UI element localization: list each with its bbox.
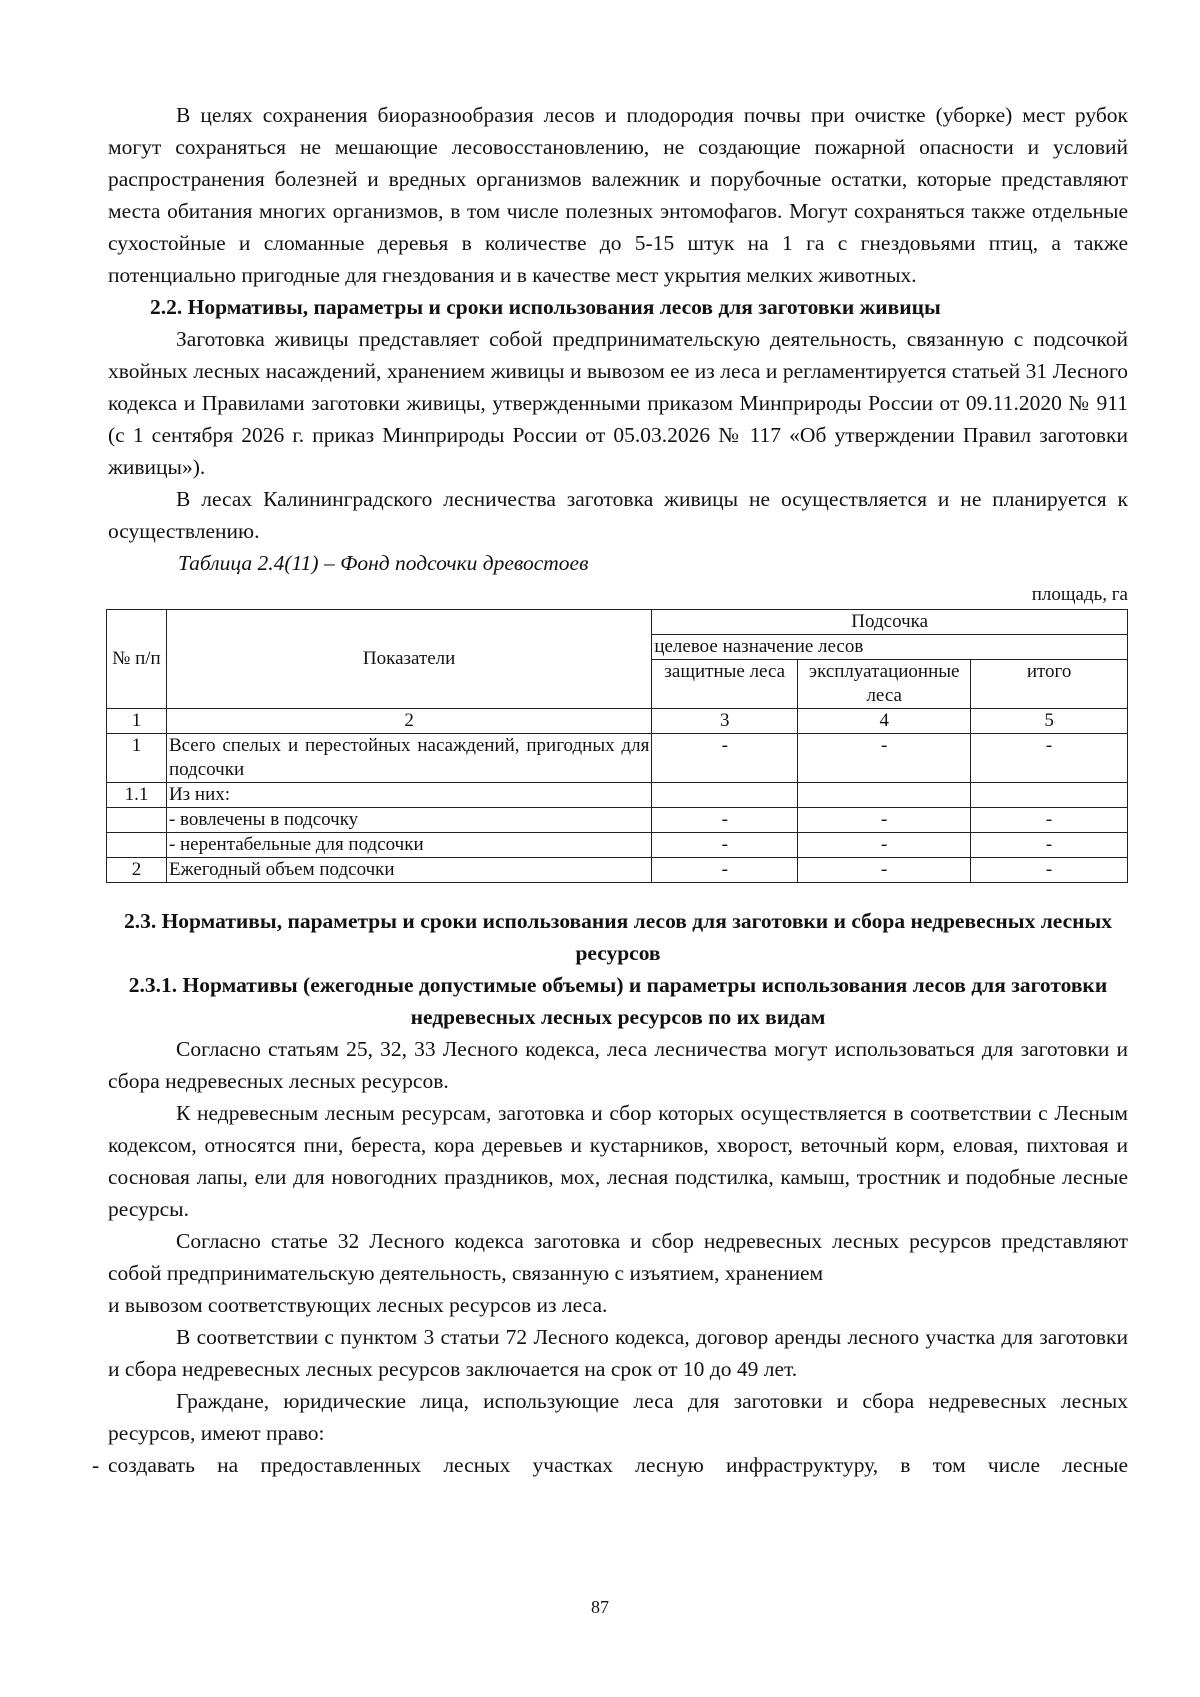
row-value — [971, 783, 1128, 808]
list-item-text: создавать на предоставленных лесных участках лесную инфраструктуру, в том числе лесные — [108, 1453, 1128, 1477]
row-label: Ежегодный объем подсочки — [166, 858, 651, 883]
row-value: - — [971, 858, 1128, 883]
row-value: - — [971, 833, 1128, 858]
row-num: 1.1 — [107, 783, 167, 808]
index-cell: 3 — [652, 709, 798, 734]
row-value: - — [798, 858, 971, 883]
row-value: - — [798, 833, 971, 858]
row-value: - — [652, 833, 798, 858]
paragraph-biodiversity: В целях сохранения биоразнообразия лесов и плодородия почвы при очистке (уборке) мест рубок могут сохраняться не мешающие лесовосстановлению, не создающие пожарной опасности и условий распространения болезней и вредных организмов валежник и порубочные остатки, которые представляют места обитания многих организмов, в том числе полезных энтомофагов. Могут сохраняться также отдельные сухостойные и сломанные деревья в количестве до 5-15 штук на 1 га с гнездовьями птиц, а также потенциально пригодные для гнездования и в качестве мест укрытия мелких животных. — [108, 103, 1128, 287]
row-value: - — [971, 734, 1128, 783]
paragraph-resource-list: К недревесным лесным ресурсам, заготовка и сбор которых осуществляется в соответствии с Лесным кодексом, относятся пни, береста, кора деревьев и кустарников, хворост, веточный корм, еловая, пихтовая и сосновая лапы, ели для новогодних праздников, мох, лесная подстилка, камыш, тростник и подобные лесные ресурсы. — [108, 1101, 1128, 1221]
paragraph-article-32-continued: и вывозом соответствующих лесных ресурсов из леса. — [108, 1293, 608, 1317]
header-indicator: Показатели — [166, 610, 651, 709]
section-heading-2-3-1: 2.3.1. Нормативы (ежегодные допустимые объемы) и параметры использования лесов для заготовки недревесных лесных ресурсов по их видам — [128, 973, 1108, 1029]
paragraph-resin-harvesting: Заготовка живицы представляет собой предпринимательскую деятельность, связанную с подсочкой хвойных лесных насаждений, хранением живицы и вывозом ее из леса и регламентируется статьей 31 Лесного кодекса и Правилами заготовки живицы, утвержденными приказом Минприроды России от 09.11.2020 № 911 (с 1 сентября 2026 г. приказ Минприроды России от 05.03.2026 № 117 «Об утверждении Правил заготовки живицы»). — [108, 327, 1128, 479]
section-heading-2-2: 2.2. Нормативы, параметры и сроки использования лесов для заготовки живицы — [150, 295, 941, 319]
table-index-row — [107, 709, 1128, 734]
table-unit: площадь, га — [1031, 584, 1128, 605]
header-tapping: Подсочка — [652, 610, 1128, 635]
row-label: Из них: — [166, 783, 651, 808]
row-num: 2 — [107, 858, 167, 883]
header-protective: защитные леса — [652, 660, 798, 709]
paragraph-rights: Граждане, юридические лица, использующие леса для заготовки и сбора недревесных лесных ресурсов, имеют право: — [108, 1389, 1128, 1445]
row-num — [107, 808, 167, 833]
row-label: - вовлечены в подсочку — [166, 808, 651, 833]
header-total: итого — [971, 660, 1128, 709]
table-header-row — [107, 610, 1128, 635]
table-row — [107, 734, 1128, 783]
row-value: - — [798, 808, 971, 833]
row-value: - — [652, 808, 798, 833]
header-num: № п/п — [107, 610, 167, 709]
table-row — [107, 808, 1128, 833]
index-cell: 5 — [971, 709, 1128, 734]
index-cell: 4 — [798, 709, 971, 734]
paragraph-lease-term: В соответствии с пунктом 3 статьи 72 Лесного кодекса, договор аренды лесного участка для заготовки и сбора недревесных лесных ресурсов заключается на срок от 10 до 49 лет. — [108, 1325, 1128, 1381]
row-value: - — [798, 734, 971, 783]
row-value — [652, 783, 798, 808]
paragraph-resin-not-planned: В лесах Калининградского лесничества заготовка живицы не осуществляется и не планируется к осуществлению. — [108, 487, 1128, 543]
section-heading-2-3: 2.3. Нормативы, параметры и сроки использования лесов для заготовки и сбора недревесных лесных ресурсов — [123, 909, 1113, 965]
table-row — [107, 858, 1128, 883]
page-content — [92, 99, 1128, 1481]
row-value — [798, 783, 971, 808]
list-item — [92, 1449, 1128, 1481]
row-value: - — [971, 808, 1128, 833]
index-cell: 2 — [166, 709, 651, 734]
header-purpose: целевое назначение лесов — [652, 635, 1128, 660]
header-exploitation: эксплуатационные леса — [798, 660, 971, 709]
paragraph-articles: Согласно статьям 25, 32, 33 Лесного кодекса, леса лесничества могут использоваться для заготовки и сбора недревесных лесных ресурсов. — [108, 1037, 1128, 1093]
table-row — [107, 833, 1128, 858]
table-row — [107, 783, 1128, 808]
page-number: 87 — [591, 1597, 609, 1617]
row-num — [107, 833, 167, 858]
paragraph-article-32: Согласно статье 32 Лесного кодекса заготовка и сбор недревесных лесных ресурсов представляют собой предпринимательскую деятельность, связанную с изъятием, хранением — [108, 1229, 1128, 1285]
index-cell: 1 — [107, 709, 167, 734]
row-value: - — [652, 858, 798, 883]
tapping-fund-table — [106, 609, 1128, 883]
row-label: Всего спелых и перестойных насаждений, пригодных для подсочки — [166, 734, 651, 783]
table-caption: Таблица 2.4(11) – Фонд подсочки древостоев — [178, 551, 589, 575]
row-label: - нерентабельные для подсочки — [166, 833, 651, 858]
list-dash: - — [92, 1453, 100, 1477]
row-value: - — [652, 734, 798, 783]
row-num: 1 — [107, 734, 167, 783]
